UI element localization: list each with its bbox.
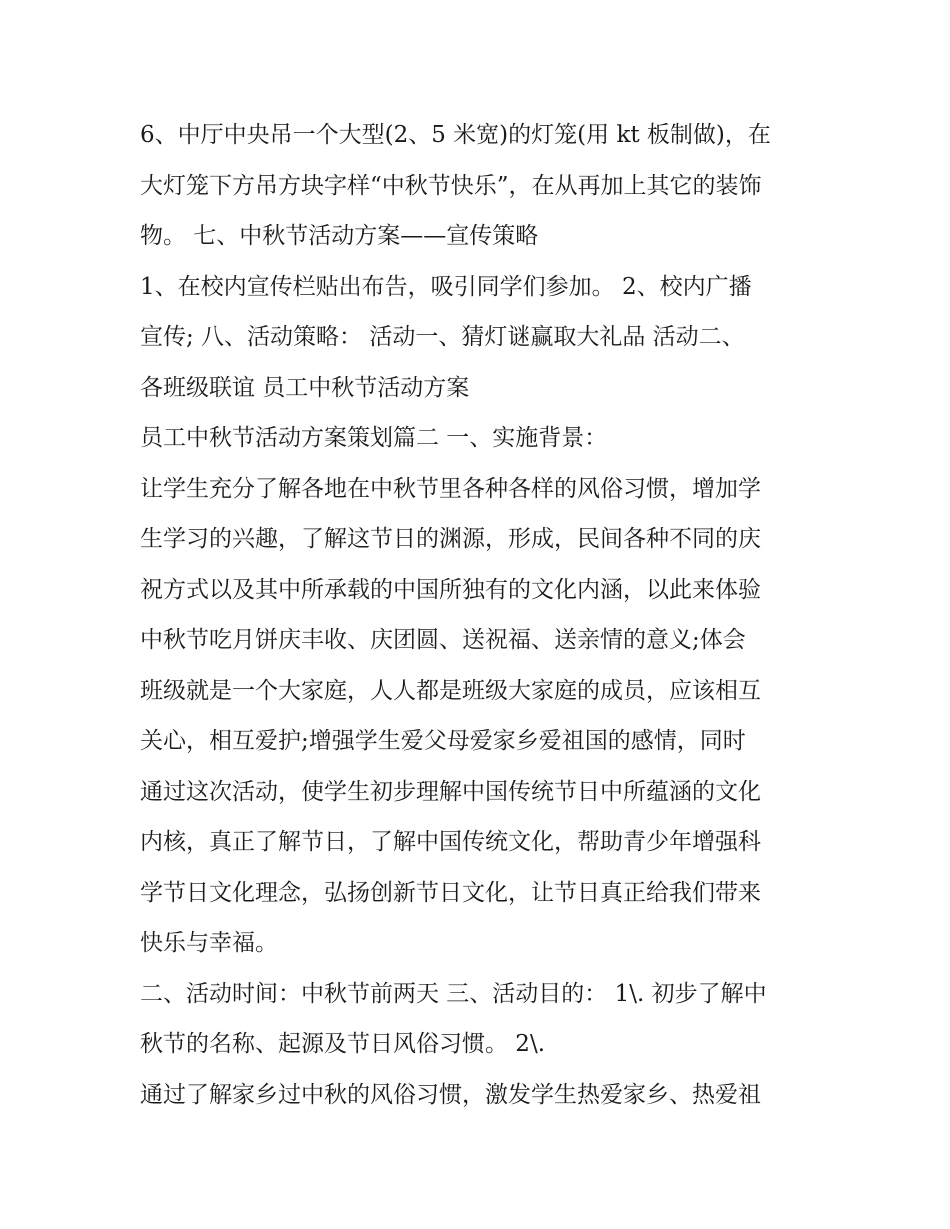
text-line-4: 1、在校内宣传栏贴出布告，吸引同学们参加。 2、校内广播: [140, 273, 752, 300]
text-line-3: 物。 七、中秋节活动方案——宣传策略: [140, 223, 539, 249]
text-line-6: 各班级联谊 员工中秋节活动方案: [140, 374, 470, 401]
text-line-16: 学节日文化理念，弘扬创新节日文化，让节日真正给我们带来: [140, 879, 761, 906]
text-line-17: 快乐与幸福。: [140, 930, 278, 956]
text-line-18: 二、活动时间：中秋节前两天 三、活动目的： 1\. 初步了解中: [140, 980, 767, 1007]
text-line-5: 宣传; 八、活动策略： 活动一、猜灯谜赢取大礼品 活动二、: [140, 324, 745, 350]
text-line-13: 关心，相互爱护;增强学生爱父母爱家乡爱祖国的感情，同时: [140, 728, 746, 754]
text-line-15: 内核，真正了解节日，了解中国传统文化，帮助青少年增强科: [140, 829, 761, 855]
text-line-19: 秋节的名称、起源及节日风俗习惯。 2\.: [140, 1031, 546, 1057]
text-line-14: 通过这次活动，使学生初步理解中国传统节日中所蕴涵的文化: [140, 778, 761, 805]
text-line-7: 员工中秋节活动方案策划篇二 一、实施背景：: [140, 425, 608, 451]
text-line-10: 祝方式以及其中所承载的中国所独有的文化内涵，以此来体验: [140, 576, 761, 603]
text-line-8: 让学生充分了解各地在中秋节里各种各样的风俗习惯，增加学: [140, 475, 761, 502]
text-line-9: 生学习的兴趣，了解这节日的渊源，形成，民间各种不同的庆: [140, 526, 761, 552]
text-line-2: 大灯笼下方吊方块字样“中秋节快乐”，在从再加上其它的装饰: [140, 172, 762, 199]
text-line-11: 中秋节吃月饼庆丰收、庆团圆、送祝福、送亲情的意义;体会: [140, 627, 746, 653]
text-line-12: 班级就是一个大家庭，人人都是班级大家庭的成员，应该相互: [140, 677, 761, 704]
document-body: [140, 110, 820, 1120]
text-line-20: 通过了解家乡过中秋的风俗习惯，激发学生热爱家乡、热爱祖: [140, 1081, 761, 1108]
text-line-1: 6、中厅中央吊一个大型(2、5 米宽)的灯笼(用 kt 板制做)，在: [140, 122, 771, 148]
